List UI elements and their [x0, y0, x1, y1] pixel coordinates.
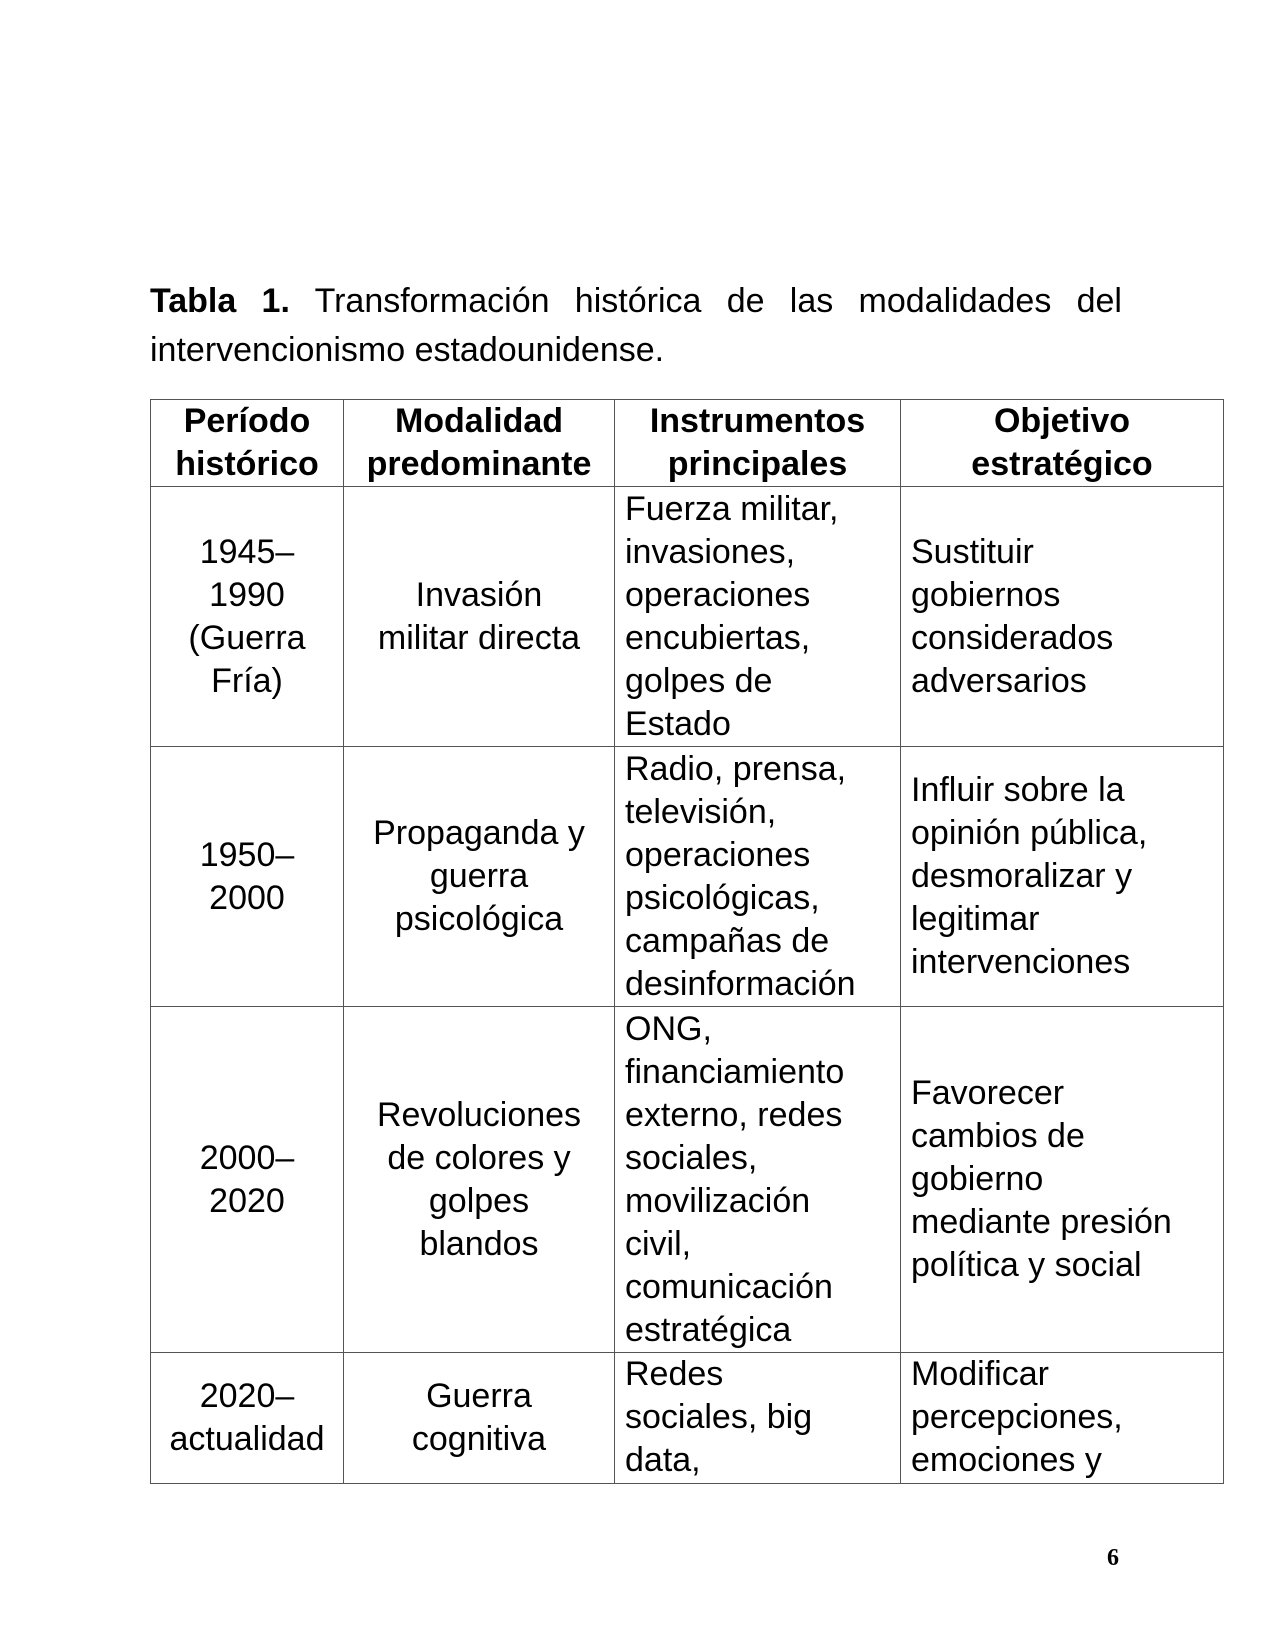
header-instrumentos: Instrumentos principales [615, 400, 901, 487]
cell-objetivo: Favorecer cambios de gobierno mediante presión política y social [901, 1007, 1224, 1353]
cell-objetivo: Modificar percepciones, emociones y [901, 1353, 1224, 1484]
header-periodo: Período histórico [151, 400, 344, 487]
cell-objetivo: Sustituir gobiernos considerados adversarios [901, 487, 1224, 747]
table-row [151, 1353, 1224, 1484]
cell-periodo: 1945– 1990 (Guerra Fría) [151, 487, 344, 747]
cell-periodo: 2020– actualidad [151, 1353, 344, 1484]
interventionism-table [150, 399, 1224, 1484]
caption-text: Transformación histórica de las modalidades del intervencionismo estadounidense. [150, 282, 1122, 369]
cell-instrumentos: Fuerza militar, invasiones, operaciones encubiertas, golpes de Estado [615, 487, 901, 747]
cell-modalidad: Revoluciones de colores y golpes blandos [344, 1007, 615, 1353]
caption-label: Tabla 1. [150, 282, 290, 320]
cell-periodo: 2000– 2020 [151, 1007, 344, 1353]
page-number: 6 [1107, 1545, 1119, 1571]
cell-modalidad: Invasión militar directa [344, 487, 615, 747]
cell-objetivo: Influir sobre la opinión pública, desmoralizar y legitimar intervenciones [901, 747, 1224, 1007]
cell-modalidad: Guerra cognitiva [344, 1353, 615, 1484]
table-caption [150, 277, 1122, 375]
table-row [151, 487, 1224, 747]
table-row [151, 1007, 1224, 1353]
table-row [151, 747, 1224, 1007]
header-objetivo: Objetivo estratégico [901, 400, 1224, 487]
cell-periodo: 1950– 2000 [151, 747, 344, 1007]
cell-modalidad: Propaganda y guerra psicológica [344, 747, 615, 1007]
table-header-row [151, 400, 1224, 487]
cell-instrumentos: Radio, prensa, televisión, operaciones psicológicas, campañas de desinformación [615, 747, 901, 1007]
cell-instrumentos: Redes sociales, big data, [615, 1353, 901, 1484]
cell-instrumentos: ONG, financiamiento externo, redes sociales, movilización civil, comunicación estratégica [615, 1007, 901, 1353]
header-modalidad: Modalidad predominante [344, 400, 615, 487]
